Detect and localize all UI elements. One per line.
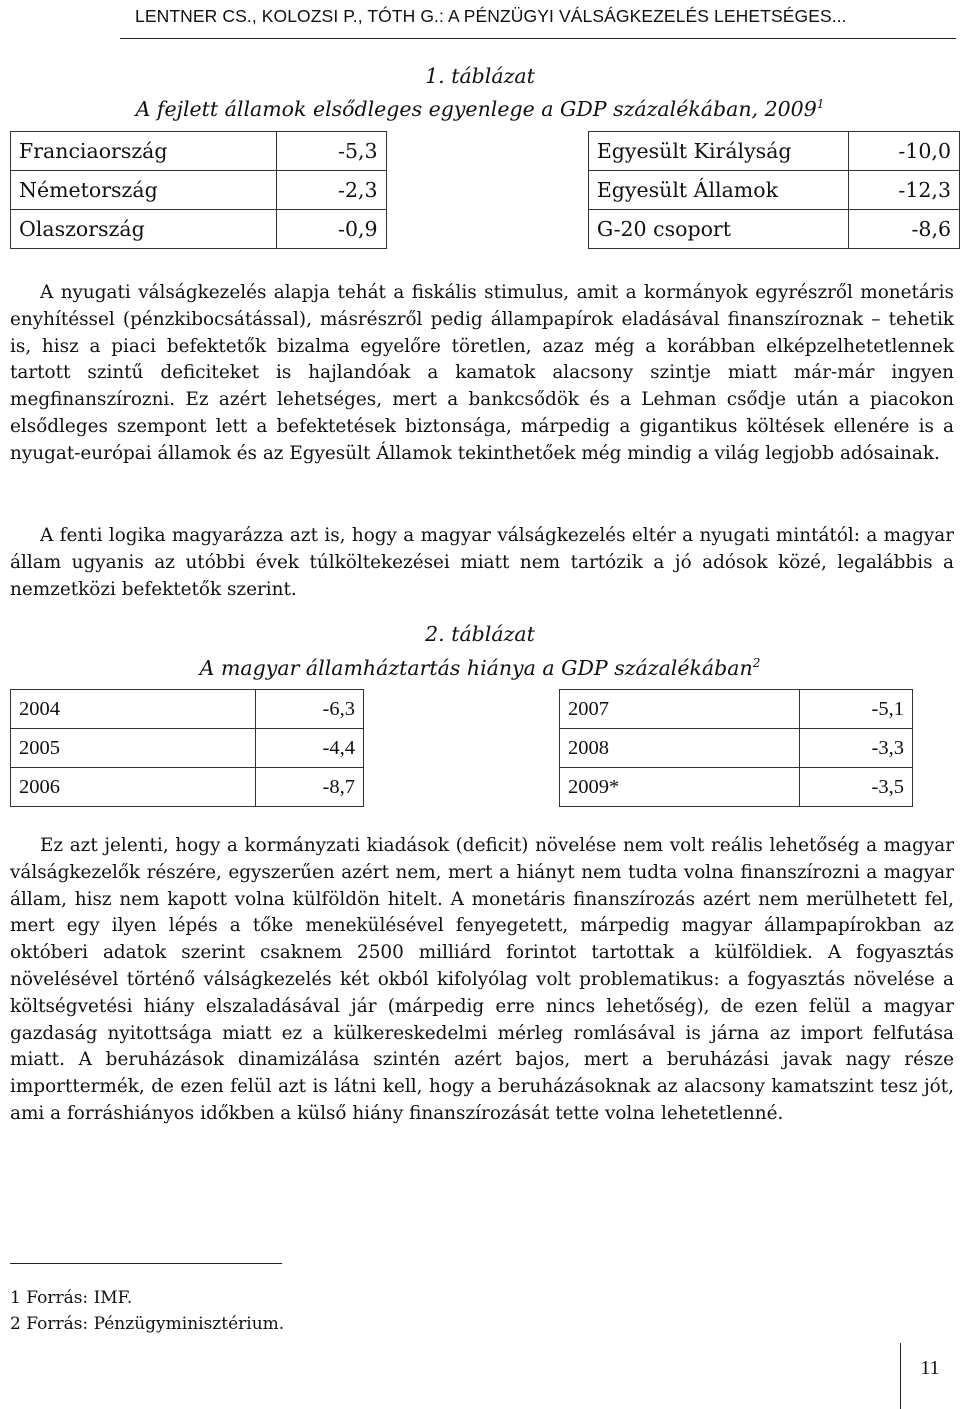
table2-right [559, 689, 913, 807]
table-cell: -10,0 [849, 132, 960, 171]
header-rule [120, 38, 956, 39]
table-cell: 2005 [11, 729, 256, 768]
table-cell: -12,3 [849, 171, 960, 210]
table-cell: 2006 [11, 768, 256, 807]
table-cell: Németország [11, 171, 277, 210]
table2-title [0, 649, 960, 682]
table-row [11, 729, 364, 768]
table1-title-sup: 1 [816, 97, 825, 111]
table-cell: -8,7 [256, 768, 364, 807]
table-cell: -2,3 [277, 171, 387, 210]
table-cell: -8,6 [849, 210, 960, 249]
table-row [560, 768, 913, 807]
table-row [560, 729, 913, 768]
paragraph-2: A fenti logika magyarázza azt is, hogy a magyar válságkezelés eltér a nyugati mintától: a magyar állam ugyanis az utóbbi évek túlköltekezései miatt nem tartózik a jó adósok közé, legalábbis a nemzetközi befektetők szerint. [10, 525, 954, 600]
table-cell: -4,4 [256, 729, 364, 768]
table-row [11, 171, 960, 210]
table-cell: Egyesült Államok [588, 171, 849, 210]
table1-title-text: A fejlett államok elsődleges egyenlege a GDP százalékában, 2009 [135, 96, 817, 121]
table1-title [0, 90, 960, 123]
table-cell: 2009* [560, 768, 800, 807]
table-row [11, 210, 960, 249]
table-cell: -5,1 [800, 690, 913, 729]
table-row [11, 132, 960, 171]
table-cell: -0,9 [277, 210, 387, 249]
table-cell: G-20 csoport [588, 210, 849, 249]
paragraph-1: A nyugati válságkezelés alapja tehát a fiskális stimulus, amit a kormányok egyrészről monetáris enyhítéssel (pénzkibocsátással), másrészről pedig állampapírok eladásával finanszíroznak – tehetik is, hisz a piaci befektetők bizalma egyelőre töretlen, azaz még a korábban elképzelhetetlennek tartott szintű deficiteket is hajlandóak a kamatok alacsony szintje miatt már-már ingyen megfinanszírozni. Ez azért lehetséges, mert a bankcsődök és a Lehman csődje után a piacokon elsődleges szempont lett a befektetések biztonsága, márpedig a gigantikus költések ellenére is a nyugat-európai államok és az Egyesült Államok tekinthetőek még mindig a világ legjobb adósainak. [10, 282, 954, 464]
table2-title-text: A magyar államháztartás hiánya a GDP százalékában [199, 655, 753, 680]
table-cell: Franciaország [11, 132, 277, 171]
page-number: 11 [920, 1357, 940, 1379]
table-cell: -6,3 [256, 690, 364, 729]
table-cell: Olaszország [11, 210, 277, 249]
table1-label: 1. táblázat [425, 64, 535, 88]
footnote-1: 1 Forrás: IMF. [10, 1288, 133, 1308]
table2-label: 2. táblázat [425, 622, 535, 646]
table-cell: Egyesült Királyság [588, 132, 849, 171]
running-header: LENTNER CS., KOLOZSI P., TÓTH G.: A PÉNZÜGYI VÁLSÁGKEZELÉS LEHETSÉGES... [135, 6, 847, 26]
table1 [10, 131, 960, 249]
footnote-2: 2 Forrás: Pénzügyminisztérium. [10, 1314, 285, 1334]
table-cell: -3,5 [800, 768, 913, 807]
table2-left [10, 689, 364, 807]
table-row [11, 768, 364, 807]
table-row [560, 690, 913, 729]
table-cell: 2004 [11, 690, 256, 729]
table-cell: -3,3 [800, 729, 913, 768]
table-cell: -5,3 [277, 132, 387, 171]
footnote-rule [10, 1263, 282, 1264]
paragraph-3: Ez azt jelenti, hogy a kormányzati kiadások (deficit) növelése nem volt reális lehetőség a magyar válságkezelők részére, egyszerűen azért nem, mert a hiányt nem tudta volna finanszírozni a magyar állam, hisz nem kapott volna külföldön hitelt. A monetáris finanszírozás azért nem merülhetett fel, mert egy ilyen lépés a tőke menekülésével fenyegetett, márpedig magyar állampapírokban az októberi adatok szerint csaknem 2500 milliárd forintot tartottak a külföldiek. A fogyasztás növelésével történő válságkezelés két okból kifolyólag volt problematikus: a fogyasztás növelése a költségvetési hiány elszaladásával jár (márpedig erre nincs lehetőség), de ezen felül a magyar gazdaság nyitottsága miatt ez a külkereskedelmi mérleg romlásával is járna az import felfutása miatt. A beruházások dinamizálása szintén azért bajos, mert a beruházási javak nagy része importtermék, de ezen felül azt is látni kell, hogy a beruházásoknak az alacsony kamatszint tesz jót, ami a forráshiányos időkben a külső hiány finanszírozását tette volna lehetetlenné. [10, 835, 954, 1124]
table-cell: 2008 [560, 729, 800, 768]
table-row [11, 690, 364, 729]
table2-title-sup: 2 [752, 656, 761, 670]
table-cell: 2007 [560, 690, 800, 729]
